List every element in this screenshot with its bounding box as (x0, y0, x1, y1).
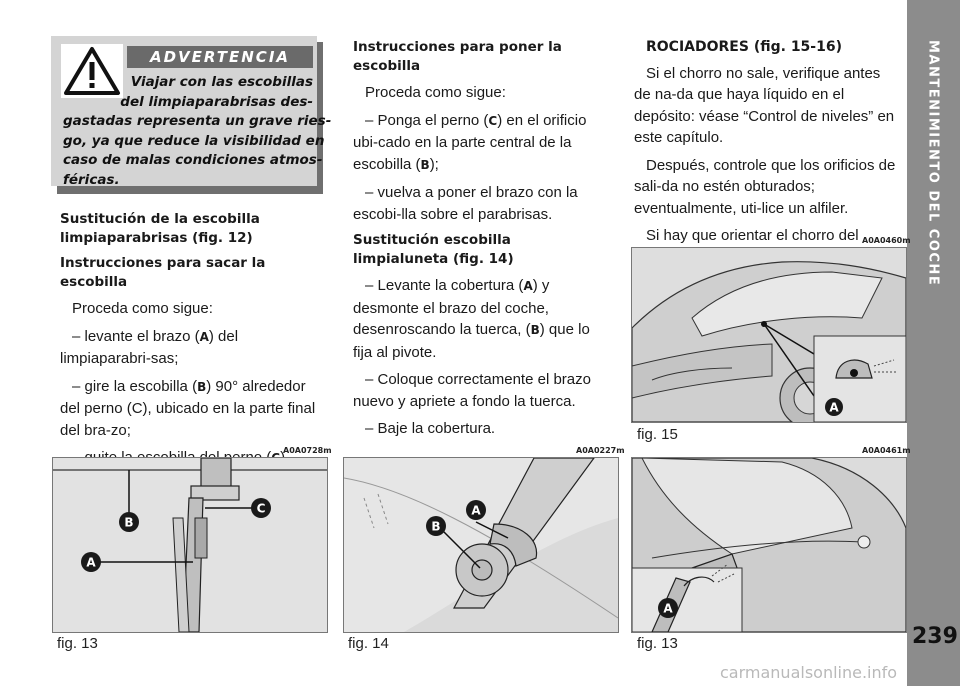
heading-rear-wiper: Sustitución escobilla limpialuneta (fig. 14) (353, 232, 514, 267)
label-a: A (86, 555, 96, 570)
figure-15 (631, 247, 907, 423)
figure-13-rear-car (631, 457, 907, 633)
figure-code: A0A0460m (862, 236, 911, 245)
paragraph: Si el chorro no sale, verifique antes de na-da que haya líquido en el depósito: véase “Control de niveles” en este capítulo. (634, 64, 895, 146)
column-3 (634, 36, 896, 275)
warning-line: Viajar con las escobillas (130, 74, 313, 90)
figure-caption: fig. 15 (637, 426, 678, 443)
warning-title: ADVERTENCIA (127, 46, 313, 68)
step-text: – Baje la cobertura. (365, 420, 496, 437)
section-label: MANTENIMIENTO DEL COCHE (925, 40, 941, 287)
intro-text: Proceda como sigue: (72, 300, 213, 317)
figure-caption: fig. 13 (637, 635, 678, 652)
label-b: B (431, 519, 441, 534)
label-a: A (663, 601, 673, 616)
warning-line: go, ya que reduce la visibilidad en (63, 132, 325, 149)
label-b: B (124, 515, 134, 530)
warning-line: caso de malas condiciones atmos- (63, 152, 323, 168)
warning-line: del limpiaparabrisas des- (120, 93, 313, 110)
paragraph: Si hay que orientar el chorro del (646, 227, 859, 244)
step-text: – levante el brazo (A) del limpiaparabri-sas; (60, 327, 239, 367)
figure-code: A0A0227m (576, 446, 625, 455)
heading-install-blade: Instrucciones para poner la escobilla (353, 39, 562, 74)
label-c: C (256, 501, 266, 516)
warning-box (51, 36, 332, 188)
step-text: – vuelva a poner el brazo con la escobi-lla sobre el parabrisas. (353, 184, 578, 223)
step-text: – Coloque correctamente el brazo nuevo y apriete a fondo la tuerca. (353, 371, 591, 410)
label-a: A (829, 400, 839, 415)
section-title: ROCIADORES (fig. 15-16) (646, 39, 842, 55)
figure-13-wiper (52, 457, 328, 633)
figure-code: A0A0461m (862, 446, 911, 455)
label-a: A (471, 503, 481, 518)
warning-text (63, 73, 332, 190)
warning-line: gastadas representa un grave ries- (63, 113, 332, 129)
step-text: – Levante la cobertura (A) y desmonte el brazo del coche, desenroscando la tuerca, (B) que lo fija al pivote. (353, 277, 590, 361)
warning-line: féricas. (63, 171, 120, 188)
car-front-illustration (632, 248, 906, 422)
figure-code: A0A0728m (283, 446, 332, 455)
step-text: – gire la escobilla (B) 90° alrededor del perno (C), ubicado en la parte final del bra-zo; (60, 377, 316, 439)
figure-caption: fig. 14 (348, 635, 389, 652)
car-rear-illustration (632, 458, 906, 632)
figure-14-rear-wiper (343, 457, 619, 633)
watermark: carmanualsonline.info (720, 663, 898, 682)
page-number: 239 (912, 624, 958, 649)
step-text: – Ponga el perno (C) en el orificio ubi-cado en la parte central de la escobilla (B); (353, 111, 587, 173)
heading-remove-blade: Instrucciones para sacar la escobilla (60, 255, 266, 290)
figure-caption: fig. 13 (57, 635, 98, 652)
rear-wiper-illustration (344, 458, 618, 632)
column-2 (353, 36, 609, 446)
wiper-arm-illustration (53, 458, 327, 632)
paragraph: Después, controle que los orificios de sali-da no estén obturados; eventualmente, uti-lice un alfiler. (634, 156, 896, 217)
heading-replace-blade: Sustitución de la escobilla limpiaparabrisas (fig. 12) (60, 211, 260, 246)
intro-text: Proceda como sigue: (365, 84, 506, 101)
column-1 (60, 204, 322, 476)
